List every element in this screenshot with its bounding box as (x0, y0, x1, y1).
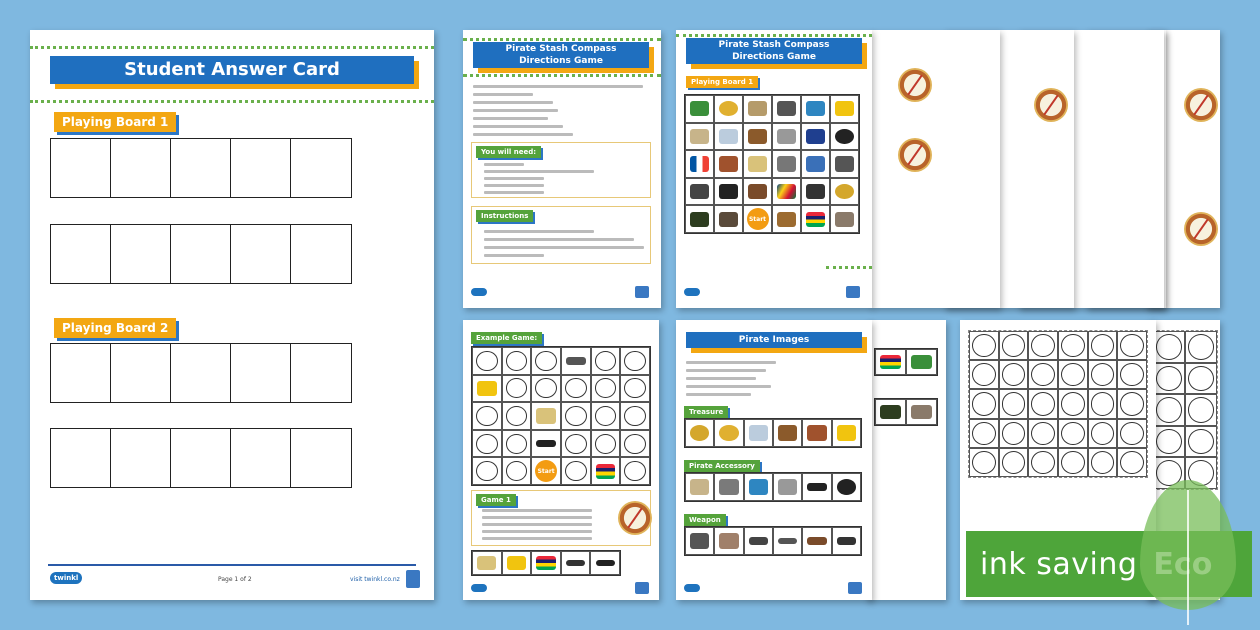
game-title: Pirate Stash Compass Directions Game (473, 42, 649, 68)
compass-icon (1184, 212, 1218, 246)
answer-strip (471, 550, 621, 576)
compass-icon (898, 138, 932, 172)
weapon-label: Weapon (684, 514, 726, 526)
accessory-images (684, 472, 862, 502)
example-game-sheet (463, 320, 659, 600)
playing-board-2-label: Playing Board 2 (54, 318, 176, 338)
badge-icon (406, 570, 420, 588)
compass-icon (898, 68, 932, 102)
answer-row (50, 138, 352, 198)
twinkl-logo (471, 288, 487, 296)
image-strip (874, 348, 938, 376)
image-strip (874, 398, 938, 426)
start-marker: Start (747, 208, 769, 230)
weapon-images (684, 526, 862, 556)
pirate-images-sheet (676, 320, 872, 600)
playing-board-1-label: Playing Board 1 (54, 112, 176, 132)
compass-icon (618, 501, 652, 535)
twinkl-logo (471, 584, 487, 592)
twinkl-logo (684, 584, 700, 592)
dotted-divider (463, 74, 661, 77)
answer-row (50, 224, 352, 284)
dotted-divider (30, 46, 434, 49)
twinkl-logo (684, 288, 700, 296)
pirate-accessory-label: Pirate Accessory (684, 460, 760, 472)
badge-icon (846, 286, 860, 298)
you-will-need-box (471, 142, 651, 198)
badge-icon (848, 582, 862, 594)
student-answer-card-sheet (30, 30, 434, 600)
start-marker: Start (535, 460, 557, 482)
game-1-box (471, 490, 651, 546)
playing-board-label: Playing Board 1 (686, 76, 758, 88)
page-number: Page 1 of 2 (218, 576, 252, 583)
you-will-need-label: You will need: (476, 146, 541, 158)
compass-icon (1034, 88, 1068, 122)
instructions-sheet (463, 30, 661, 308)
game-board-sheet (676, 30, 872, 308)
answer-row (50, 428, 352, 488)
dotted-divider (826, 266, 872, 269)
instructions-label: Instructions (476, 210, 533, 222)
example-game-label: Example Game: (471, 332, 542, 344)
game-board-grid (684, 94, 860, 234)
treasure-label: Treasure (684, 406, 728, 418)
ink-saving-label: ink saving (980, 546, 1138, 582)
badge-icon (635, 286, 649, 298)
instructions-box (471, 206, 651, 264)
compass-icon (1184, 88, 1218, 122)
game-1-label: Game 1 (476, 494, 516, 506)
footer-url: visit twinkl.co.nz (350, 576, 400, 583)
badge-icon (635, 582, 649, 594)
page-footer (30, 560, 434, 600)
counter-grid (968, 330, 1148, 478)
pirate-images-sheet-back (866, 320, 946, 600)
example-game-grid (471, 346, 651, 486)
answer-row (50, 343, 352, 403)
intro-text (473, 80, 593, 141)
dotted-divider (30, 100, 434, 103)
dotted-divider (676, 34, 872, 37)
answer-card-title: Student Answer Card (50, 56, 414, 84)
game-title: Pirate Stash Compass Directions Game (686, 38, 862, 64)
dotted-divider (463, 38, 661, 41)
game-sheet-back (870, 30, 1000, 308)
treasure-images (684, 418, 862, 448)
counter-grid (1152, 330, 1218, 490)
twinkl-logo: twinkl (50, 572, 82, 584)
pirate-images-title: Pirate Images (686, 332, 862, 348)
